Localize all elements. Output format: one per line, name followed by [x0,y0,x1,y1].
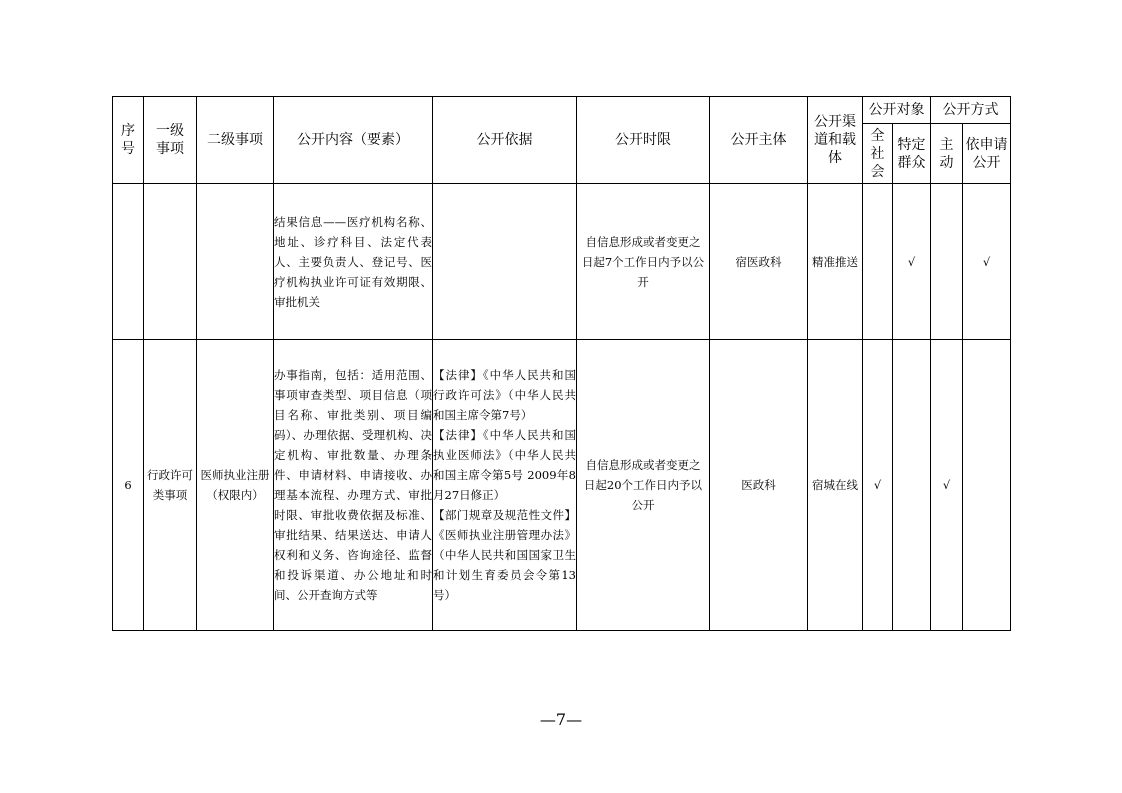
cell-basis [433,184,577,340]
header-level1: 一级事项 [144,97,197,184]
disclosure-table [112,96,1011,631]
header-target-specific: 特定群众 [893,124,931,184]
cell-seq [113,184,144,340]
header-channel: 公开渠道和载体 [808,97,863,184]
cell-level1 [144,184,197,340]
cell-subject: 宿医政科 [710,184,808,340]
cell-target-all [863,184,893,340]
cell-subject: 医政科 [710,340,808,631]
header-seq: 序号 [113,97,144,184]
header-method: 公开方式 [931,97,1011,124]
cell-method-apply [963,340,1011,631]
cell-method-active: √ [931,340,963,631]
cell-time-limit: 自信息形成或者变更之日起20个工作日内予以公开 [577,340,710,631]
cell-channel: 宿城在线 [808,340,863,631]
header-target: 公开对象 [863,97,931,124]
cell-level2: 医师执业注册（权限内） [197,340,274,631]
header-method-apply: 依申请公开 [963,124,1011,184]
header-content: 公开内容（要素） [274,97,433,184]
table-row [113,340,1011,631]
cell-seq: 6 [113,340,144,631]
header-subject: 公开主体 [710,97,808,184]
header-level2: 二级事项 [197,97,274,184]
header-basis: 公开依据 [433,97,577,184]
cell-content: 办事指南，包括：适用范围、事项审查类型、项目信息（项目名称、审批类别、项目编码）、办理依据、受理机构、决定机构、审批数量、办理条件、申请材料、申请接收、办理基本流程、办理方式、审批时限、审批收费依据及标准、审批结果、结果送达、申请人权利和义务、咨询途径、监督和投诉渠道、办公地址和时间、公开查询方式等 [274,340,433,631]
page-number: —7— [539,710,583,729]
cell-method-apply: √ [963,184,1011,340]
cell-level2 [197,184,274,340]
cell-method-active [931,184,963,340]
table-row [113,184,1011,340]
header-method-active: 主动 [931,124,963,184]
cell-content: 结果信息——医疗机构名称、地址、诊疗科目、法定代表人、主要负责人、登记号、医疗机构执业许可证有效期限、审批机关 [274,184,433,340]
cell-time-limit: 自信息形成或者变更之日起7个工作日内予以公开 [577,184,710,340]
cell-level1: 行政许可类事项 [144,340,197,631]
cell-basis: 【法律】《中华人民共和国行政许可法》（中华人民共和国主席令第7号） 【法律】《中华人民共和国执业医师法》（中华人民共和国主席令第5号 2009年8月27日修正） 【部门规章及规范性文件】《医师执业注册管理办法》（中华人民共和国国家卫生和计划生育委员会令第13号） [433,368,576,602]
header-time-limit: 公开时限 [577,97,710,184]
cell-target-all: √ [863,340,893,631]
cell-channel: 精准推送 [808,184,863,340]
cell-target-specific [893,340,931,631]
cell-target-specific: √ [893,184,931,340]
header-target-all: 全社会 [863,124,893,184]
